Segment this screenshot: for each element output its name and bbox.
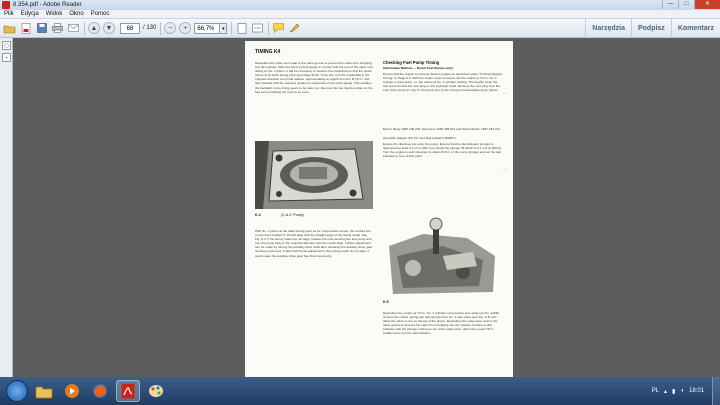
section-header: TIMING K4 <box>255 49 281 55</box>
taskbar-firefox-icon[interactable] <box>88 380 112 402</box>
window-controls <box>662 0 720 10</box>
save-icon[interactable] <box>35 22 48 35</box>
language-indicator[interactable]: PL <box>651 388 660 394</box>
print-icon[interactable] <box>51 22 64 35</box>
taskbar-paint-icon[interactable] <box>144 380 168 402</box>
volume-icon[interactable]: ◖ <box>680 388 684 394</box>
comment-button[interactable]: Komentarz <box>671 19 720 38</box>
window-title: 8.354.pdf - Adobe Reader <box>13 2 82 8</box>
menu-widok[interactable]: Widok <box>45 11 63 17</box>
document-viewport[interactable] <box>14 38 720 377</box>
fuel-pump-photo <box>255 141 373 209</box>
maximize-button[interactable]: □ <box>678 0 694 9</box>
comment-icon[interactable] <box>272 22 285 35</box>
menu-okno[interactable]: Okno <box>69 11 84 17</box>
previous-page-icon[interactable]: ▲ <box>88 22 100 34</box>
system-tray <box>652 377 720 405</box>
menu-edycja[interactable]: Edycja <box>20 11 39 17</box>
adobe-reader-icon <box>2 1 10 9</box>
minimize-button[interactable]: — <box>662 0 678 9</box>
toolbar-separator <box>160 22 161 35</box>
close-button[interactable]: ✕ <box>694 0 720 9</box>
taskbar-adobe-reader-icon[interactable] <box>116 380 140 402</box>
network-icon[interactable]: ▮ <box>672 388 676 395</box>
figure-k5-label: K.5 <box>383 300 389 304</box>
toolbar-separator <box>84 22 85 35</box>
right-column-text-top: Ensure that the engine is correctly fitted in engine as described under 'To Reset Engine Timing' on Page K.3. With the rocker cover removed, set the engine to T.D.C. No. 1 cylinder compression, i.e. the valves of No. 4 cylinder rocking. Thoroughly clean the fuel pump around the vent plug on the hydraulic head. Remove the vent plug from the end of the pump (C. Fig. K.14) and fit one of the timing tool assemblies given below: <box>383 72 503 93</box>
zoom-level-input[interactable]: 66,7% <box>194 23 220 34</box>
left-column-text-bottom: With No. 1 piston at the static timing point as for compression stroke, the scribed line on the rotor marked 'F' should align with the straight edge of the timing circlip. See Fig. K.4. If the timing marks do not align, release the nuts securing the fuel pump and turn the pump body in the required direction until the marks align. Further adjustment can be made by turning the auxiliary drive shaft after releasing the auxiliary drive gear securing setscrews. If after both these adjustments, the timing marks do not align, it could mean the auxiliary drive gear has fitted incorrectly. <box>255 229 373 258</box>
engine-dial-indicator-photo <box>383 216 501 296</box>
taskbar-explorer-icon[interactable] <box>32 380 56 402</box>
margin-mark: ··· <box>503 91 508 97</box>
show-hidden-icons-icon[interactable]: ▴ <box>664 388 668 395</box>
toolbar-separator <box>268 22 269 35</box>
navigation-panel <box>0 38 13 377</box>
menu-plik[interactable]: Plik <box>4 11 14 17</box>
next-page-icon[interactable]: ▼ <box>103 22 115 34</box>
toolbar <box>0 19 720 38</box>
email-icon[interactable] <box>67 22 80 35</box>
page-thumbnails-icon[interactable]: ▢ <box>2 41 11 50</box>
start-button[interactable] <box>6 380 28 402</box>
zoom-out-icon[interactable]: − <box>164 22 176 34</box>
sign-button[interactable]: Podpisz <box>631 19 671 38</box>
right-heading-1: Checking Fuel Pump Timing <box>383 60 440 65</box>
attachments-icon[interactable]: ⌁ <box>2 53 11 62</box>
create-pdf-icon[interactable] <box>19 22 32 35</box>
show-desktop-button[interactable] <box>712 377 720 405</box>
menu-pomoc[interactable]: Pomoc <box>90 11 110 17</box>
fit-width-icon[interactable] <box>251 22 264 35</box>
margin-mark: ··· <box>503 167 508 173</box>
zoom-in-icon[interactable]: + <box>179 22 191 34</box>
window-title-bar <box>0 0 720 10</box>
churchill-tool-text: Churchill: Adaptor MS 107 and Dial Indicator MS65 A. <box>383 136 457 140</box>
clock[interactable]: 18:01 <box>688 388 704 394</box>
windows-taskbar <box>0 377 720 405</box>
open-file-icon[interactable] <box>3 22 16 35</box>
highlight-icon[interactable] <box>288 22 301 35</box>
taskbar-media-player-icon[interactable] <box>60 380 84 402</box>
tools-button[interactable]: Narzędzia <box>585 19 631 38</box>
right-panel-buttons <box>585 19 720 38</box>
toolbar-separator <box>231 22 232 35</box>
right-column-text-bottom: Reposition the engine at T.D.C. No. 1 cylinder compression and using tool No. 21196, remove the collets, spring cap and springs from No. 1 inlet valve (see Fig. K.3) and allow the valve to rest on the top of the piston. Reposition the valve stem seal to the valve groove to prevent the valve from dropping into the cylinder. Position a dial indicator with the plunger resting on top of the valve stem, determine exact T.D.C. position and zero the dial indicator. <box>383 311 500 336</box>
fit-page-icon[interactable] <box>235 22 248 35</box>
page-total: / 130 <box>143 25 157 31</box>
pdf-page <box>245 41 513 377</box>
page-number-input[interactable]: 68 <box>120 23 140 34</box>
bosch-tool-text: Bosch: Body 1682 190 245, Extension 1682 458 014 and Dial Indicator 1687 233 013. <box>383 127 501 131</box>
figure-k4-caption: (C.A.V. Pump) <box>281 213 304 217</box>
right-column-text-mid: Ensure the dial does not enter the pump. Ensure that the dial indicator plunger is depressed at least 0.1 mm (.004 in) to check the plunger lift which is 0.1 mm (0.004 in). Turn the engine in each direction to obtain B.D.C. of the pump plunger and set the dial indicator to zero at this point. <box>383 142 503 159</box>
figure-k4-label: K.4 <box>255 213 261 217</box>
zoom-dropdown-icon[interactable]: ▾ <box>220 23 227 34</box>
right-heading-2: (Alternative Method — Bosch Fuel Pumps only) <box>383 66 453 70</box>
left-column-text-top: Reposition the valve stem seal to the valve groove to prevent the valve from dropping into the cylinder. With the aid of a clock gauge in contact with the end of the valve now sitting on No. 1 piston, it will be necessary to position the crankshaft so that the piston will be at its static timing point (see Page 6/10). To do this, turn the crankshaft in the opposite direction to normal rotation, approximately an eighth of a turn B.T.D.C. and then forward until the required position is registered on the clock gauge. This enables the backlash in the timing gears to be taken up. Remove the fuel injection plate on the fuel pump enabling the rotor to be seen. <box>255 61 373 94</box>
